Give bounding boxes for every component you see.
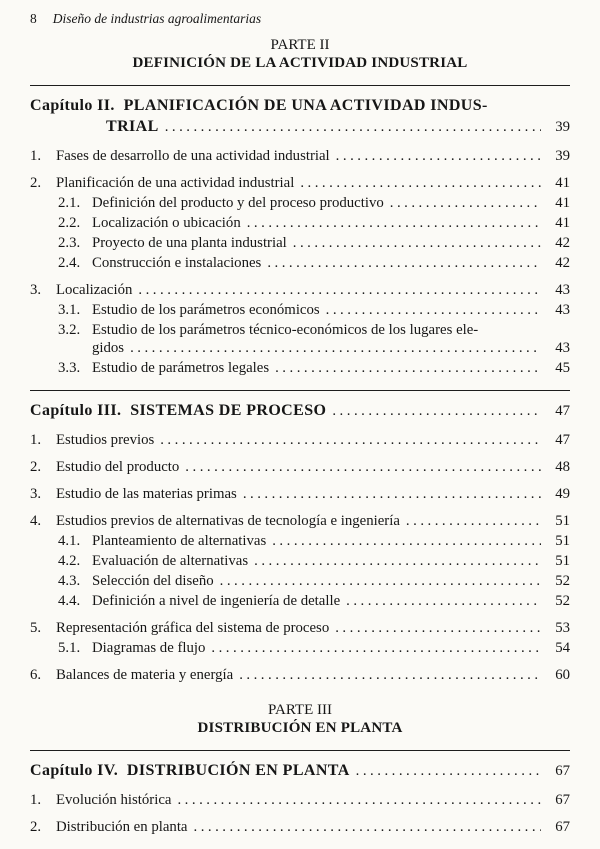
book-title: Diseño de industrias agroalimentarias (52, 11, 262, 26)
dot-leader (275, 359, 541, 377)
entry-page: 47 (555, 403, 570, 419)
dot-leader (254, 552, 541, 570)
dot-leader (185, 458, 541, 476)
dot-leader (211, 639, 541, 657)
part-number: PARTE II (270, 37, 330, 53)
part-heading (30, 701, 570, 737)
dot-leader (160, 431, 541, 449)
entry-number: 3.2. (58, 322, 81, 338)
running-header (30, 10, 570, 27)
dot-leader (406, 512, 541, 530)
page-number: 8 (30, 11, 37, 26)
dot-leader (272, 532, 541, 550)
section-divider-rule (30, 85, 570, 86)
entry-label: Diagramas de flujo (92, 640, 206, 656)
toc-entry (30, 512, 570, 530)
entry-page: 41 (555, 195, 570, 211)
entry-number: 3.3. (58, 360, 81, 376)
toc-entry (30, 458, 570, 476)
toc-entry (30, 666, 570, 684)
toc-row (30, 281, 570, 299)
dot-leader (130, 339, 541, 357)
continuation-label: gidos (92, 340, 125, 356)
toc-entry (30, 254, 570, 272)
entry-page: 60 (555, 667, 570, 683)
toc-row (58, 639, 570, 657)
entry-label: Representación gráfica del sistema de proceso (56, 620, 330, 636)
entry-label: Definición del producto y del proceso productivo (92, 195, 384, 211)
dot-leader (300, 174, 541, 192)
entry-page: 53 (555, 620, 570, 636)
dot-leader (346, 592, 541, 610)
entry-label: Evolución histórica (56, 792, 172, 808)
chapter-title: Capítulo II. PLANIFICACIÓN DE UNA ACTIVIDAD INDUS- (30, 97, 488, 114)
toc-entry (30, 592, 570, 610)
toc-entry (30, 174, 570, 192)
part-title: DISTRIBUCIÓN EN PLANTA (197, 720, 403, 736)
toc-blocks (30, 36, 570, 836)
entry-number: 2. (30, 175, 42, 191)
entry-number: 5.1. (58, 640, 81, 656)
entry-label: Estudio de los parámetros técnico-económicos de los lugares ele- (92, 322, 479, 338)
entry-number: 2.2. (58, 215, 81, 231)
entry-number: 2. (30, 819, 42, 835)
entry-label: Balances de materia y energía (56, 667, 234, 683)
toc-entry (30, 359, 570, 377)
toc-row (30, 512, 570, 530)
toc-row (30, 760, 570, 782)
entry-label: Selección del diseño (92, 573, 214, 589)
toc-chapter (30, 95, 570, 138)
entry-label: Proyecto de una planta industrial (92, 235, 287, 251)
toc-entry (30, 431, 570, 449)
part-number: PARTE III (268, 702, 332, 718)
toc-row (30, 666, 570, 684)
entry-page: 51 (555, 533, 570, 549)
toc-row (58, 234, 570, 252)
toc-row (30, 485, 570, 503)
dot-leader (356, 761, 541, 782)
entry-number: 2.3. (58, 235, 81, 251)
toc-entry (30, 639, 570, 657)
dot-leader (194, 818, 542, 836)
entry-number: 4.3. (58, 573, 81, 589)
entry-label: Estudio de parámetros legales (92, 360, 270, 376)
entry-number: 4.4. (58, 593, 81, 609)
part-heading (30, 36, 570, 72)
entry-page: 54 (555, 640, 570, 656)
toc-row (30, 458, 570, 476)
entry-label: Distribución en planta (56, 819, 188, 835)
entry-label: Planteamiento de alternativas (92, 533, 267, 549)
toc-entry (30, 194, 570, 212)
entry-page: 51 (555, 513, 570, 529)
toc-row (30, 116, 570, 138)
toc-entry (30, 147, 570, 165)
toc-entry (30, 321, 570, 357)
entry-label: Definición a nivel de ingeniería de detalle (92, 593, 341, 609)
toc-row (58, 552, 570, 570)
toc-entry (30, 572, 570, 590)
entry-page: 43 (555, 302, 570, 318)
entry-page: 67 (555, 763, 570, 779)
entry-number: 3. (30, 282, 42, 298)
entry-number: 3. (30, 486, 42, 502)
entry-page: 52 (555, 573, 570, 589)
toc-entry (30, 791, 570, 809)
toc-row (58, 339, 570, 357)
toc-row (58, 194, 570, 212)
dot-leader (177, 791, 541, 809)
entry-page: 42 (555, 255, 570, 271)
toc-entry (30, 281, 570, 299)
chapter-title: Capítulo III. SISTEMAS DE PROCESO (30, 402, 327, 419)
toc-row (58, 572, 570, 590)
toc-row (58, 321, 570, 339)
dot-leader (267, 254, 541, 272)
entry-number: 2.1. (58, 195, 81, 211)
entry-page: 43 (555, 282, 570, 298)
toc-entry (30, 818, 570, 836)
entry-page: 49 (555, 486, 570, 502)
toc-row (30, 791, 570, 809)
entry-number: 1. (30, 432, 42, 448)
toc-entry (30, 234, 570, 252)
entry-label: Planificación de una actividad industrial (56, 175, 295, 191)
dot-leader (138, 281, 541, 299)
entry-number: 2. (30, 459, 42, 475)
part-title: DEFINICIÓN DE LA ACTIVIDAD INDUSTRIAL (132, 55, 468, 71)
section-divider-rule (30, 750, 570, 751)
entry-page: 45 (555, 360, 570, 376)
entry-label: Construcción e instalaciones (92, 255, 262, 271)
entry-page: 52 (555, 593, 570, 609)
dot-leader (247, 214, 541, 232)
entry-page: 51 (555, 553, 570, 569)
toc-entry (30, 301, 570, 319)
chapter-title: Capítulo IV. DISTRIBUCIÓN EN PLANTA (30, 762, 350, 779)
entry-number: 6. (30, 667, 42, 683)
entry-number: 1. (30, 792, 42, 808)
dot-leader (326, 301, 541, 319)
toc-chapter (30, 400, 570, 422)
toc-row (58, 214, 570, 232)
entry-page: 39 (555, 119, 570, 135)
toc-row (30, 174, 570, 192)
entry-page: 41 (555, 215, 570, 231)
entry-page: 48 (555, 459, 570, 475)
entry-label: Localización o ubicación (92, 215, 241, 231)
entry-page: 43 (555, 340, 570, 356)
entry-page: 42 (555, 235, 570, 251)
dot-leader (390, 194, 541, 212)
toc-row (30, 400, 570, 422)
entry-number: 4.2. (58, 553, 81, 569)
entry-page: 67 (555, 819, 570, 835)
toc-row (30, 147, 570, 165)
toc-entry (30, 214, 570, 232)
toc-entry (30, 485, 570, 503)
toc-row (58, 532, 570, 550)
dot-leader (293, 234, 541, 252)
toc-row (58, 301, 570, 319)
dot-leader (336, 147, 541, 165)
entry-label: Evaluación de alternativas (92, 553, 249, 569)
entry-page: 67 (555, 792, 570, 808)
toc-row (58, 359, 570, 377)
entry-number: 4.1. (58, 533, 81, 549)
entry-label: Estudios previos (56, 432, 155, 448)
toc-row (30, 619, 570, 637)
entry-number: 4. (30, 513, 42, 529)
toc-page (30, 10, 570, 836)
entry-page: 39 (555, 148, 570, 164)
toc-entry (30, 552, 570, 570)
dot-leader (239, 666, 541, 684)
dot-leader (243, 485, 541, 503)
entry-number: 1. (30, 148, 42, 164)
entry-number: 5. (30, 620, 42, 636)
dot-leader (335, 619, 541, 637)
dot-leader (220, 572, 541, 590)
entry-label: Estudio de las materias primas (56, 486, 237, 502)
toc-row (58, 592, 570, 610)
entry-page: 41 (555, 175, 570, 191)
dot-leader (165, 117, 541, 138)
toc-row (58, 254, 570, 272)
section-divider-rule (30, 390, 570, 391)
continuation-label: TRIAL (106, 118, 159, 135)
entry-label: Estudios previos de alternativas de tecnología e ingeniería (56, 513, 400, 529)
toc-row (30, 431, 570, 449)
toc-row (30, 818, 570, 836)
entry-label: Estudio de los parámetros económicos (92, 302, 320, 318)
dot-leader (332, 401, 541, 422)
entry-page: 47 (555, 432, 570, 448)
entry-label: Estudio del producto (56, 459, 180, 475)
entry-label: Localización (56, 282, 133, 298)
toc-chapter (30, 760, 570, 782)
entry-number: 3.1. (58, 302, 81, 318)
entry-number: 2.4. (58, 255, 81, 271)
toc-entry (30, 619, 570, 637)
toc-row (30, 95, 570, 116)
entry-label: Fases de desarrollo de una actividad industrial (56, 148, 330, 164)
toc-entry (30, 532, 570, 550)
